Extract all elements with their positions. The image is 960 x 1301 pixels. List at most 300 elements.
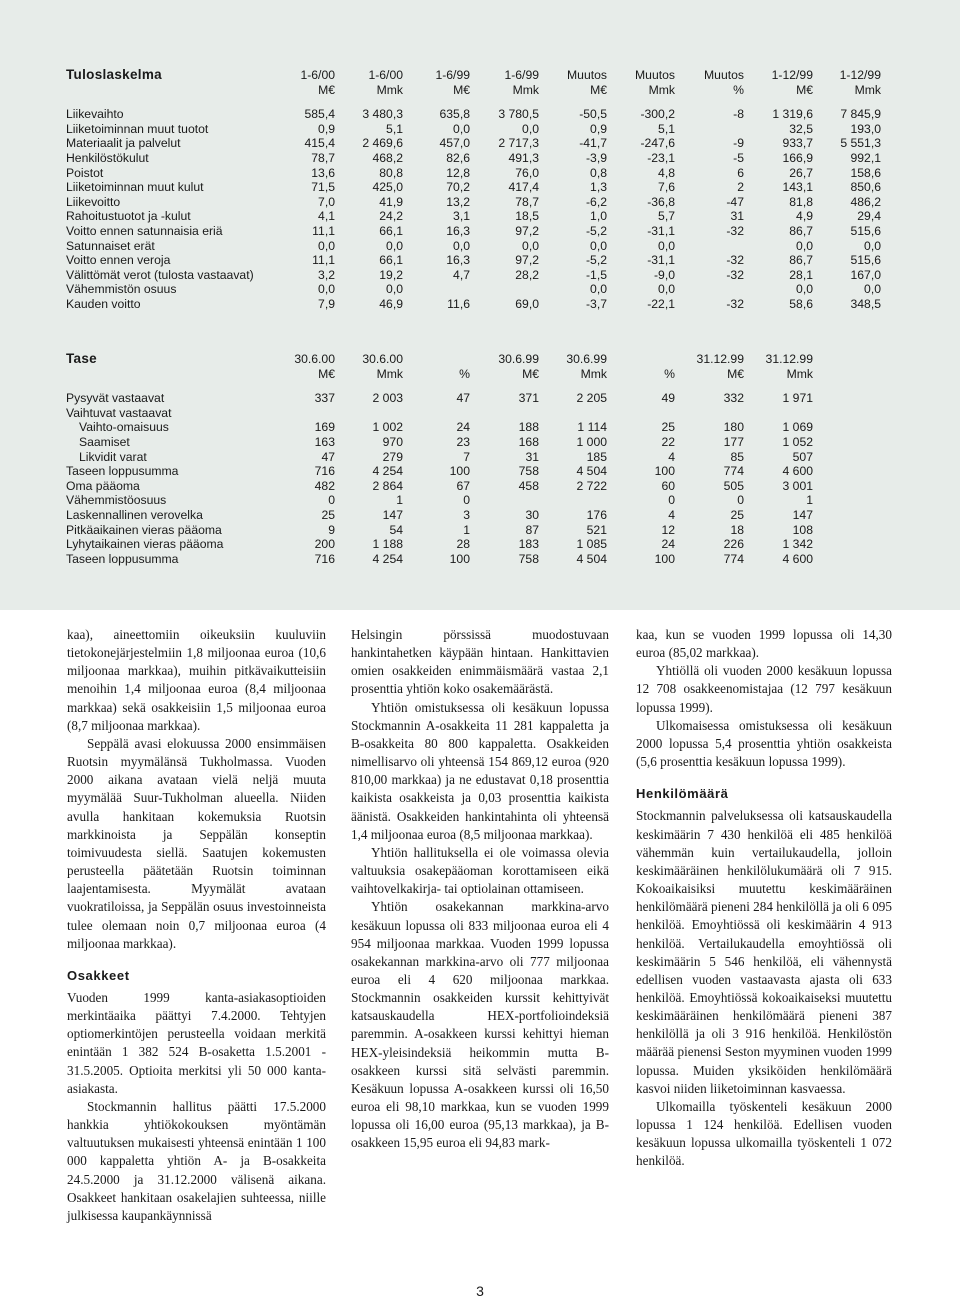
value-cell: 82,6 <box>446 150 470 165</box>
table-row <box>66 224 881 239</box>
table-row <box>66 239 881 254</box>
value-cell: 458 <box>518 478 539 493</box>
row-label: Liikevaihto <box>66 107 124 122</box>
value-cell <box>470 282 539 297</box>
row-label: Voitto ennen satunnaisia eriä <box>66 223 223 238</box>
value-cell: 32,5 <box>789 121 813 136</box>
text-column-2 <box>351 626 609 1153</box>
table-row <box>66 479 813 494</box>
value-cell: 76,0 <box>515 165 539 180</box>
value-cell: 0,0 <box>796 282 813 297</box>
value-cell: 3,1 <box>453 209 470 224</box>
value-cell <box>470 406 539 421</box>
value-cell: 169 <box>314 420 335 435</box>
value-cell: 4 504 <box>576 464 607 479</box>
value-cell: 7,9 <box>318 296 335 311</box>
value-cell <box>539 493 607 508</box>
column-header: 1-6/00 <box>300 68 335 82</box>
value-cell: 12 <box>661 522 675 537</box>
paragraph: kaa), aineettomiin oikeuksiin kuuluviin tietokonejärjestelmiin 1,8 miljoonaa euroa (10,6 miljoonaa markkaa), muihin pitkävaikutteisiin menoihin 1,4 miljoonaa euroa (8,4 miljoonaa markkaa) sekä osakkeisiin 1,5 miljoonaa euroa (8,7 miljoonaa markkaa). <box>67 627 326 733</box>
value-cell: 0,9 <box>318 121 335 136</box>
value-cell: 97,2 <box>515 223 539 238</box>
value-cell: 87 <box>525 522 539 537</box>
table-title: Tase <box>66 351 97 366</box>
value-cell: 166,9 <box>782 150 813 165</box>
value-cell: 11,1 <box>312 253 335 268</box>
table-row <box>66 435 813 450</box>
table-header-row <box>66 367 813 382</box>
value-cell: 0,0 <box>453 121 470 136</box>
value-cell: 81,8 <box>789 194 813 209</box>
text-column-1 <box>67 626 326 1225</box>
value-cell: 505 <box>723 478 744 493</box>
value-cell: 0 <box>668 493 675 508</box>
value-cell: 30 <box>525 507 539 522</box>
value-cell: 49 <box>661 391 675 406</box>
table-row <box>66 166 881 181</box>
paragraph: Yhtiön hallituksella ei ole voimassa olevia valtuuksia osakepääoman korottamiseen eikä vaihtovelkakirja- tai optiolainan ottamiseen. <box>351 844 609 897</box>
row-label: Voitto ennen veroja <box>66 253 171 268</box>
row-label: Oma pääoma <box>66 478 140 493</box>
value-cell: 992,1 <box>850 150 881 165</box>
value-cell: 108 <box>792 522 813 537</box>
value-cell: 1 <box>463 522 470 537</box>
value-cell: 5 551,3 <box>840 136 881 151</box>
value-cell: 54 <box>389 522 403 537</box>
table-row <box>66 180 881 195</box>
value-cell: 521 <box>586 522 607 537</box>
value-cell: -1,5 <box>585 267 607 282</box>
table-header-row <box>66 352 813 367</box>
row-label: Laskennallinen verovelka <box>66 507 203 522</box>
column-header: 1-6/00 <box>368 68 403 82</box>
value-cell: 2 003 <box>372 391 403 406</box>
value-cell: 1 002 <box>372 420 403 435</box>
table-row <box>66 151 881 166</box>
value-cell: 24,2 <box>379 209 403 224</box>
value-cell: 279 <box>382 449 403 464</box>
value-cell: -47 <box>726 194 744 209</box>
value-cell <box>276 406 335 421</box>
column-header: M€ <box>453 82 470 97</box>
value-cell: 78,7 <box>311 150 335 165</box>
income-statement-table <box>66 68 881 312</box>
paragraph: Yhtiön osakekannan markkina-arvo kesäkuun lopussa oli 833 miljoonaa euroa eli 4 954 miljoonaa markkaa. Vuoden 1999 lopussa osakekannan markkina-arvo oli 777 miljoonaa euroa eli 4 620 miljoonaa markkaa. Stockmannin osakkeiden kurssit kehittyivät katsauskaudella HEX-portfolioindeksiä paremmin. A-osakkeen kurssi kehittyi hieman HEX-yleisindeksiä heikommin mutta B-osakkeen kurssi sitä selvästi paremmin. Kesäkuun lopussa A-osakkeen kurssi oli 16,50 euroa eli 98,10 markkaa, kun se vuoden 1999 lopussa oli 16,00 euroa (95,13 markkaa), ja B-osakkeen 15,95 euroa eli 94,83 mark- <box>351 899 609 1151</box>
value-cell: 1 319,6 <box>772 107 813 122</box>
table-row <box>66 508 813 523</box>
value-cell: 185 <box>586 449 607 464</box>
value-cell: 348,5 <box>850 296 881 311</box>
column-header: Mmk <box>512 82 539 97</box>
column-header: 31.12.99 <box>765 352 813 366</box>
table-row <box>66 282 881 297</box>
value-cell: 147 <box>382 507 403 522</box>
table-row <box>66 253 881 268</box>
value-cell <box>539 406 607 421</box>
value-cell: 180 <box>723 420 744 435</box>
value-cell: 100 <box>654 551 675 566</box>
value-cell: 0,0 <box>864 282 881 297</box>
value-cell <box>675 239 744 254</box>
value-cell: 31 <box>730 209 744 224</box>
column-header: M€ <box>727 366 744 381</box>
column-header: 30.6.99 <box>498 352 539 366</box>
value-cell: 47 <box>456 391 470 406</box>
value-cell: 1,3 <box>590 180 607 195</box>
table-header-row <box>66 68 881 83</box>
column-header: M€ <box>590 82 607 97</box>
value-cell: 4 254 <box>372 551 403 566</box>
value-cell <box>675 406 744 421</box>
value-cell: 1 000 <box>576 434 607 449</box>
column-header: 1-12/99 <box>839 68 881 82</box>
value-cell: -41,7 <box>579 136 607 151</box>
value-cell: 100 <box>654 464 675 479</box>
header-blank <box>66 367 276 382</box>
value-cell: 758 <box>518 464 539 479</box>
value-cell: 332 <box>723 391 744 406</box>
value-cell: 0 <box>463 493 470 508</box>
value-cell: 1 342 <box>782 537 813 552</box>
value-cell: 3 001 <box>782 478 813 493</box>
value-cell: -8 <box>733 107 744 122</box>
column-header <box>403 352 470 367</box>
paragraph: Ulkomailla työskenteli kesäkuun 2000 lopussa 1 124 henkilöä. Edellisen vuoden kesäkuun lopussa ulkomailla työskenteli 1 072 henkilöä. <box>636 1098 892 1169</box>
value-cell: 468,2 <box>372 150 403 165</box>
column-header: % <box>459 366 470 381</box>
value-cell: 177 <box>723 434 744 449</box>
row-label: Poistot <box>66 165 104 180</box>
column-header: % <box>664 366 675 381</box>
paragraph: Stockmannin hallitus päätti 17.5.2000 hankkia yhtiökokouksen myöntämän valtuutuksen mukaisesti yhteensä enintään 1 100 000 kappaletta yhtiön A- ja B-osakkeita 24.5.2000 ja 31.12.2000 välisenä aikana. Osakkeet hankitaan osakelajien suhteessa, niille julkisessa kaupankäynnissä <box>67 1098 326 1223</box>
value-cell: 0 <box>737 493 744 508</box>
row-label: Liikevoitto <box>66 194 121 209</box>
value-cell: 13,2 <box>446 194 470 209</box>
value-cell: 13,6 <box>311 165 335 180</box>
row-label: Liiketoiminnan muut tuotot <box>66 121 209 136</box>
paragraph: Vuoden 1999 kanta-asiakasoptioiden merkintäaika päättyi 7.4.2000. Tehtyjen optiomerkintöjen perusteella voidaan merkitä enintään 1 382 524 B-osaketta 1.5.2001 - 31.5.2005. Optioita merkitsi yli 50 000 kanta-asiakasta. <box>67 989 326 1096</box>
value-cell: -9,0 <box>653 267 675 282</box>
value-cell: 4 600 <box>782 551 813 566</box>
value-cell: 970 <box>382 434 403 449</box>
value-cell: 716 <box>314 551 335 566</box>
row-label: Rahoitustuotot ja -kulut <box>66 209 191 224</box>
financial-tables-panel <box>0 0 960 610</box>
value-cell: 80,8 <box>379 165 403 180</box>
value-cell: 2 469,6 <box>362 136 403 151</box>
value-cell: 716 <box>314 464 335 479</box>
balance-sheet-table <box>66 352 813 566</box>
column-header: % <box>733 82 744 97</box>
row-label: Pitkäaikainen vieras pääoma <box>66 522 222 537</box>
value-cell: 758 <box>518 551 539 566</box>
row-label: Liiketoiminnan muut kulut <box>66 180 204 195</box>
row-label: Henkilöstökulut <box>66 150 149 165</box>
value-cell: 176 <box>586 507 607 522</box>
value-cell: 28,1 <box>789 267 813 282</box>
value-cell: 11,6 <box>447 296 470 311</box>
row-label: Likvidit varat <box>79 449 147 464</box>
value-cell: 774 <box>723 551 744 566</box>
table-row <box>66 537 813 552</box>
value-cell: 18 <box>730 522 744 537</box>
value-cell: 31 <box>525 449 539 464</box>
value-cell: 1 114 <box>577 420 607 435</box>
value-cell: 26,7 <box>789 165 813 180</box>
row-label: Vaihto-omaisuus <box>79 420 169 435</box>
page-number: 3 <box>476 1283 484 1299</box>
value-cell: -32 <box>726 267 744 282</box>
row-label: Materiaalit ja palvelut <box>66 136 181 151</box>
value-cell: 67 <box>456 478 470 493</box>
value-cell: 425,0 <box>372 180 403 195</box>
spacer-cell <box>66 97 881 107</box>
value-cell: -22,1 <box>647 296 675 311</box>
value-cell: 4 600 <box>782 464 813 479</box>
value-cell: 0,0 <box>522 121 539 136</box>
value-cell: 0,0 <box>318 238 335 253</box>
column-header: Muutos <box>635 68 675 82</box>
value-cell <box>335 406 403 421</box>
value-cell: -23,1 <box>647 150 675 165</box>
row-label: Taseen loppusumma <box>66 551 179 566</box>
column-header: Mmk <box>376 82 403 97</box>
column-header: M€ <box>318 82 335 97</box>
column-header: 1-6/99 <box>504 68 539 82</box>
row-label: Lyhytaikainen vieras pääoma <box>66 537 224 552</box>
paragraph: Stockmannin palveluksessa oli katsauskaudella keskimäärin 7 430 henkilöä eli 485 henkilöä vähemmän kuin vertailukaudella, jolloin keskimääräinen henkilölukumäärä oli 7 915. Kokoaikaisiksi muutettu keskimääräinen henkilömäärä pieneni 284 henkilöllä ja oli 6 095 henkilöä. Emoyhtiössä oli keskimäärin 4 913 henkilöä. Vertailukaudella emoyhtiössä oli keskimäärin 5 546 henkilöä, eli vähennystä edellisen vuoden vastaavasta ajasta oli 633 henkilöä. Emoyhtiössä kokoaikaiseksi muutettu keskimääräinen henkilömäärä pieneni 387 henkilöllä ja oli 3 916 henkilöä. Henkilöstön määrää pienensi Seston myyminen vuoden 1999 lopussa. Muiden yksiköiden henkilömäärä kasvoi niiden liiketoiminnan kasvaessa. <box>636 808 892 1096</box>
paragraph: kaa, kun se vuoden 1999 lopussa oli 14,30 euroa (85,02 markkaa). <box>636 627 892 661</box>
value-cell: -31,1 <box>647 253 675 268</box>
value-cell: 158,6 <box>850 165 881 180</box>
row-label: Taseen loppusumma <box>66 464 179 479</box>
value-cell: 482 <box>314 478 335 493</box>
value-cell: 486,2 <box>850 194 881 209</box>
value-cell: 0,0 <box>658 238 675 253</box>
value-cell: 47 <box>321 449 335 464</box>
value-cell: 66,1 <box>379 253 403 268</box>
value-cell: 2 864 <box>372 478 403 493</box>
value-cell: 9 <box>328 522 335 537</box>
table-row <box>66 136 881 151</box>
value-cell: 0,0 <box>658 282 675 297</box>
value-cell: 25 <box>321 507 335 522</box>
value-cell: 46,9 <box>379 296 403 311</box>
row-label: Pysyvät vastaavat <box>66 391 165 406</box>
paragraph: Yhtiön omistuksessa oli kesäkuun lopussa Stockmannin A-osakkeita 11 281 kappaletta ja B-osakkeita 80 800 kappaletta. Osakkeiden nimellisarvo oli yhteensä 154 869,12 euroa (920 810,00 markkaa) ja ne edustavat 0,18 prosenttia kaikista osakkeista ja 0,03 prosenttia kaikista äänistä. Osakkeiden hankintahinta oli yhteensä 1,4 miljoonaa euroa (8,5 miljoonaa markkaa). <box>351 699 609 842</box>
section-heading-henkilomaara: Henkilömäärä <box>636 786 729 802</box>
column-header: M€ <box>318 366 335 381</box>
value-cell: 1 052 <box>782 434 813 449</box>
table-row <box>66 493 813 508</box>
value-cell: 4 254 <box>372 464 403 479</box>
table-row <box>66 107 881 122</box>
column-header: 30.6.99 <box>566 352 607 366</box>
value-cell: -3,7 <box>585 296 607 311</box>
value-cell <box>470 493 539 508</box>
value-cell: 5,1 <box>658 121 675 136</box>
value-cell: 0,0 <box>453 238 470 253</box>
value-cell: 635,8 <box>439 107 470 122</box>
value-cell: 58,6 <box>789 296 813 311</box>
value-cell: 0,0 <box>386 282 403 297</box>
value-cell: 11,1 <box>312 223 335 238</box>
value-cell: -3,9 <box>585 150 607 165</box>
column-header: Muutos <box>704 68 744 82</box>
value-cell: -32 <box>726 223 744 238</box>
column-header: 31.12.99 <box>696 352 744 366</box>
value-cell: 16,3 <box>446 223 470 238</box>
value-cell: 188 <box>518 420 539 435</box>
table-row <box>66 450 813 465</box>
value-cell: 41,9 <box>379 194 403 209</box>
value-cell: 19,2 <box>379 267 403 282</box>
row-label: Vaihtuvat vastaavat <box>66 405 172 420</box>
value-cell: -32 <box>726 253 744 268</box>
value-cell: 7 845,9 <box>840 107 881 122</box>
value-cell: 147 <box>792 507 813 522</box>
value-cell: 0,0 <box>796 238 813 253</box>
value-cell: 0,0 <box>386 238 403 253</box>
table-row <box>66 195 881 210</box>
value-cell: 0,8 <box>590 165 607 180</box>
value-cell: 1,0 <box>590 209 607 224</box>
column-header: M€ <box>796 82 813 97</box>
value-cell: 2 717,3 <box>498 136 539 151</box>
value-cell: 3 780,5 <box>498 107 539 122</box>
value-cell: -5,2 <box>585 223 607 238</box>
value-cell: 4,1 <box>318 209 335 224</box>
value-cell: 774 <box>723 464 744 479</box>
row-label: Satunnaiset erät <box>66 238 155 253</box>
value-cell: 163 <box>314 434 335 449</box>
value-cell: -247,6 <box>640 136 675 151</box>
value-cell: 86,7 <box>789 253 813 268</box>
value-cell <box>403 282 470 297</box>
value-cell: 167,0 <box>850 267 881 282</box>
value-cell: -300,2 <box>640 107 675 122</box>
value-cell: -6,2 <box>585 194 607 209</box>
value-cell: -5 <box>733 150 744 165</box>
value-cell: 7,6 <box>658 180 675 195</box>
value-cell: 22 <box>661 434 675 449</box>
value-cell: 28,2 <box>515 267 539 282</box>
column-header: 1-12/99 <box>771 68 813 82</box>
column-header <box>607 352 675 367</box>
value-cell: 4 <box>668 449 675 464</box>
value-cell: 0,9 <box>590 121 607 136</box>
value-cell: -5,2 <box>585 253 607 268</box>
value-cell: 4,8 <box>658 165 675 180</box>
value-cell: 507 <box>792 449 813 464</box>
column-header: Mmk <box>648 82 675 97</box>
text-column-3 <box>636 626 892 1171</box>
value-cell: 7 <box>463 449 470 464</box>
value-cell: 2 205 <box>576 391 607 406</box>
value-cell: 100 <box>449 464 470 479</box>
paragraph: Yhtiöllä oli vuoden 2000 kesäkuun lopussa 12 708 osakkeenomistajaa (12 797 kesäkuun lopussa 1999). <box>636 663 892 715</box>
value-cell: 24 <box>661 537 675 552</box>
column-header: Muutos <box>567 68 607 82</box>
value-cell: -32 <box>726 296 744 311</box>
column-header: Mmk <box>580 366 607 381</box>
value-cell: 18,5 <box>515 209 539 224</box>
value-cell: 97,2 <box>515 253 539 268</box>
value-cell: 71,5 <box>311 180 335 195</box>
table-header-row <box>66 83 881 98</box>
table-row <box>66 209 881 224</box>
header-blank <box>66 83 276 98</box>
value-cell: 585,4 <box>304 107 335 122</box>
value-cell: 2 <box>737 180 744 195</box>
value-cell: 78,7 <box>515 194 539 209</box>
column-header: 1-6/99 <box>435 68 470 82</box>
value-cell: 23 <box>456 434 470 449</box>
column-header: Mmk <box>854 82 881 97</box>
value-cell: 0,0 <box>864 238 881 253</box>
column-header: 30.6.00 <box>294 352 335 366</box>
value-cell: 3 480,3 <box>362 107 403 122</box>
value-cell: 0,0 <box>590 282 607 297</box>
value-cell: 2 722 <box>576 478 607 493</box>
value-cell: 371 <box>518 391 539 406</box>
value-cell: 457,0 <box>439 136 470 151</box>
table-row <box>66 406 813 421</box>
value-cell: 0,0 <box>590 238 607 253</box>
spacer-row <box>66 381 813 391</box>
value-cell: 1 188 <box>372 537 403 552</box>
value-cell: 1 069 <box>782 420 813 435</box>
value-cell: 1 <box>806 493 813 508</box>
value-cell: 0,0 <box>318 282 335 297</box>
value-cell <box>607 406 675 421</box>
value-cell: 4,7 <box>453 267 470 282</box>
value-cell: 226 <box>723 537 744 552</box>
value-cell: 850,6 <box>850 180 881 195</box>
value-cell: 24 <box>456 420 470 435</box>
value-cell: 415,4 <box>304 136 335 151</box>
value-cell <box>675 122 744 137</box>
value-cell: 5,7 <box>658 209 675 224</box>
section-heading-osakkeet: Osakkeet <box>67 967 130 983</box>
value-cell: 1 <box>396 493 403 508</box>
value-cell: 1 085 <box>576 537 607 552</box>
table-row <box>66 391 813 406</box>
value-cell: 3,2 <box>318 267 335 282</box>
value-cell: -31,1 <box>647 223 675 238</box>
value-cell: 1 971 <box>782 391 813 406</box>
value-cell: 200 <box>314 537 335 552</box>
value-cell: 4 <box>668 507 675 522</box>
value-cell: 417,4 <box>508 180 539 195</box>
value-cell: 25 <box>661 420 675 435</box>
value-cell: 86,7 <box>789 223 813 238</box>
value-cell: 515,6 <box>850 223 881 238</box>
column-header: Mmk <box>786 366 813 381</box>
table-row <box>66 420 813 435</box>
value-cell: 66,1 <box>379 223 403 238</box>
paragraph: Seppälä avasi elokuussa 2000 ensimmäisen Ruotsin myymälänsä Tukholmassa. Vuoden 2000 aikana avataan vielä neljä muuta myymälää Suur-Tukholman alueella. Niiden avulla hankitaan kokemuksia Ruotsin markkinoista ja Seppälän konseptin toimivuudesta siellä. Saatujen kokemusten perusteella päätetään Ruotsin toiminnan laajentamisesta. Myymälät avataan vuokratiloissa, ja Seppälän osuus investoinneista tulee olemaan noin 0,7 miljoonaa euroa (4 miljoonaa markkaa). <box>67 735 326 951</box>
value-cell: 100 <box>449 551 470 566</box>
value-cell: 29,4 <box>857 209 881 224</box>
row-label: Vähemmistön osuus <box>66 282 177 297</box>
value-cell: 193,0 <box>850 121 881 136</box>
table-row <box>66 268 881 283</box>
value-cell: 515,6 <box>850 253 881 268</box>
row-label: Kauden voitto <box>66 296 141 311</box>
value-cell: 183 <box>518 537 539 552</box>
table-title: Tuloslaskelma <box>66 67 162 82</box>
